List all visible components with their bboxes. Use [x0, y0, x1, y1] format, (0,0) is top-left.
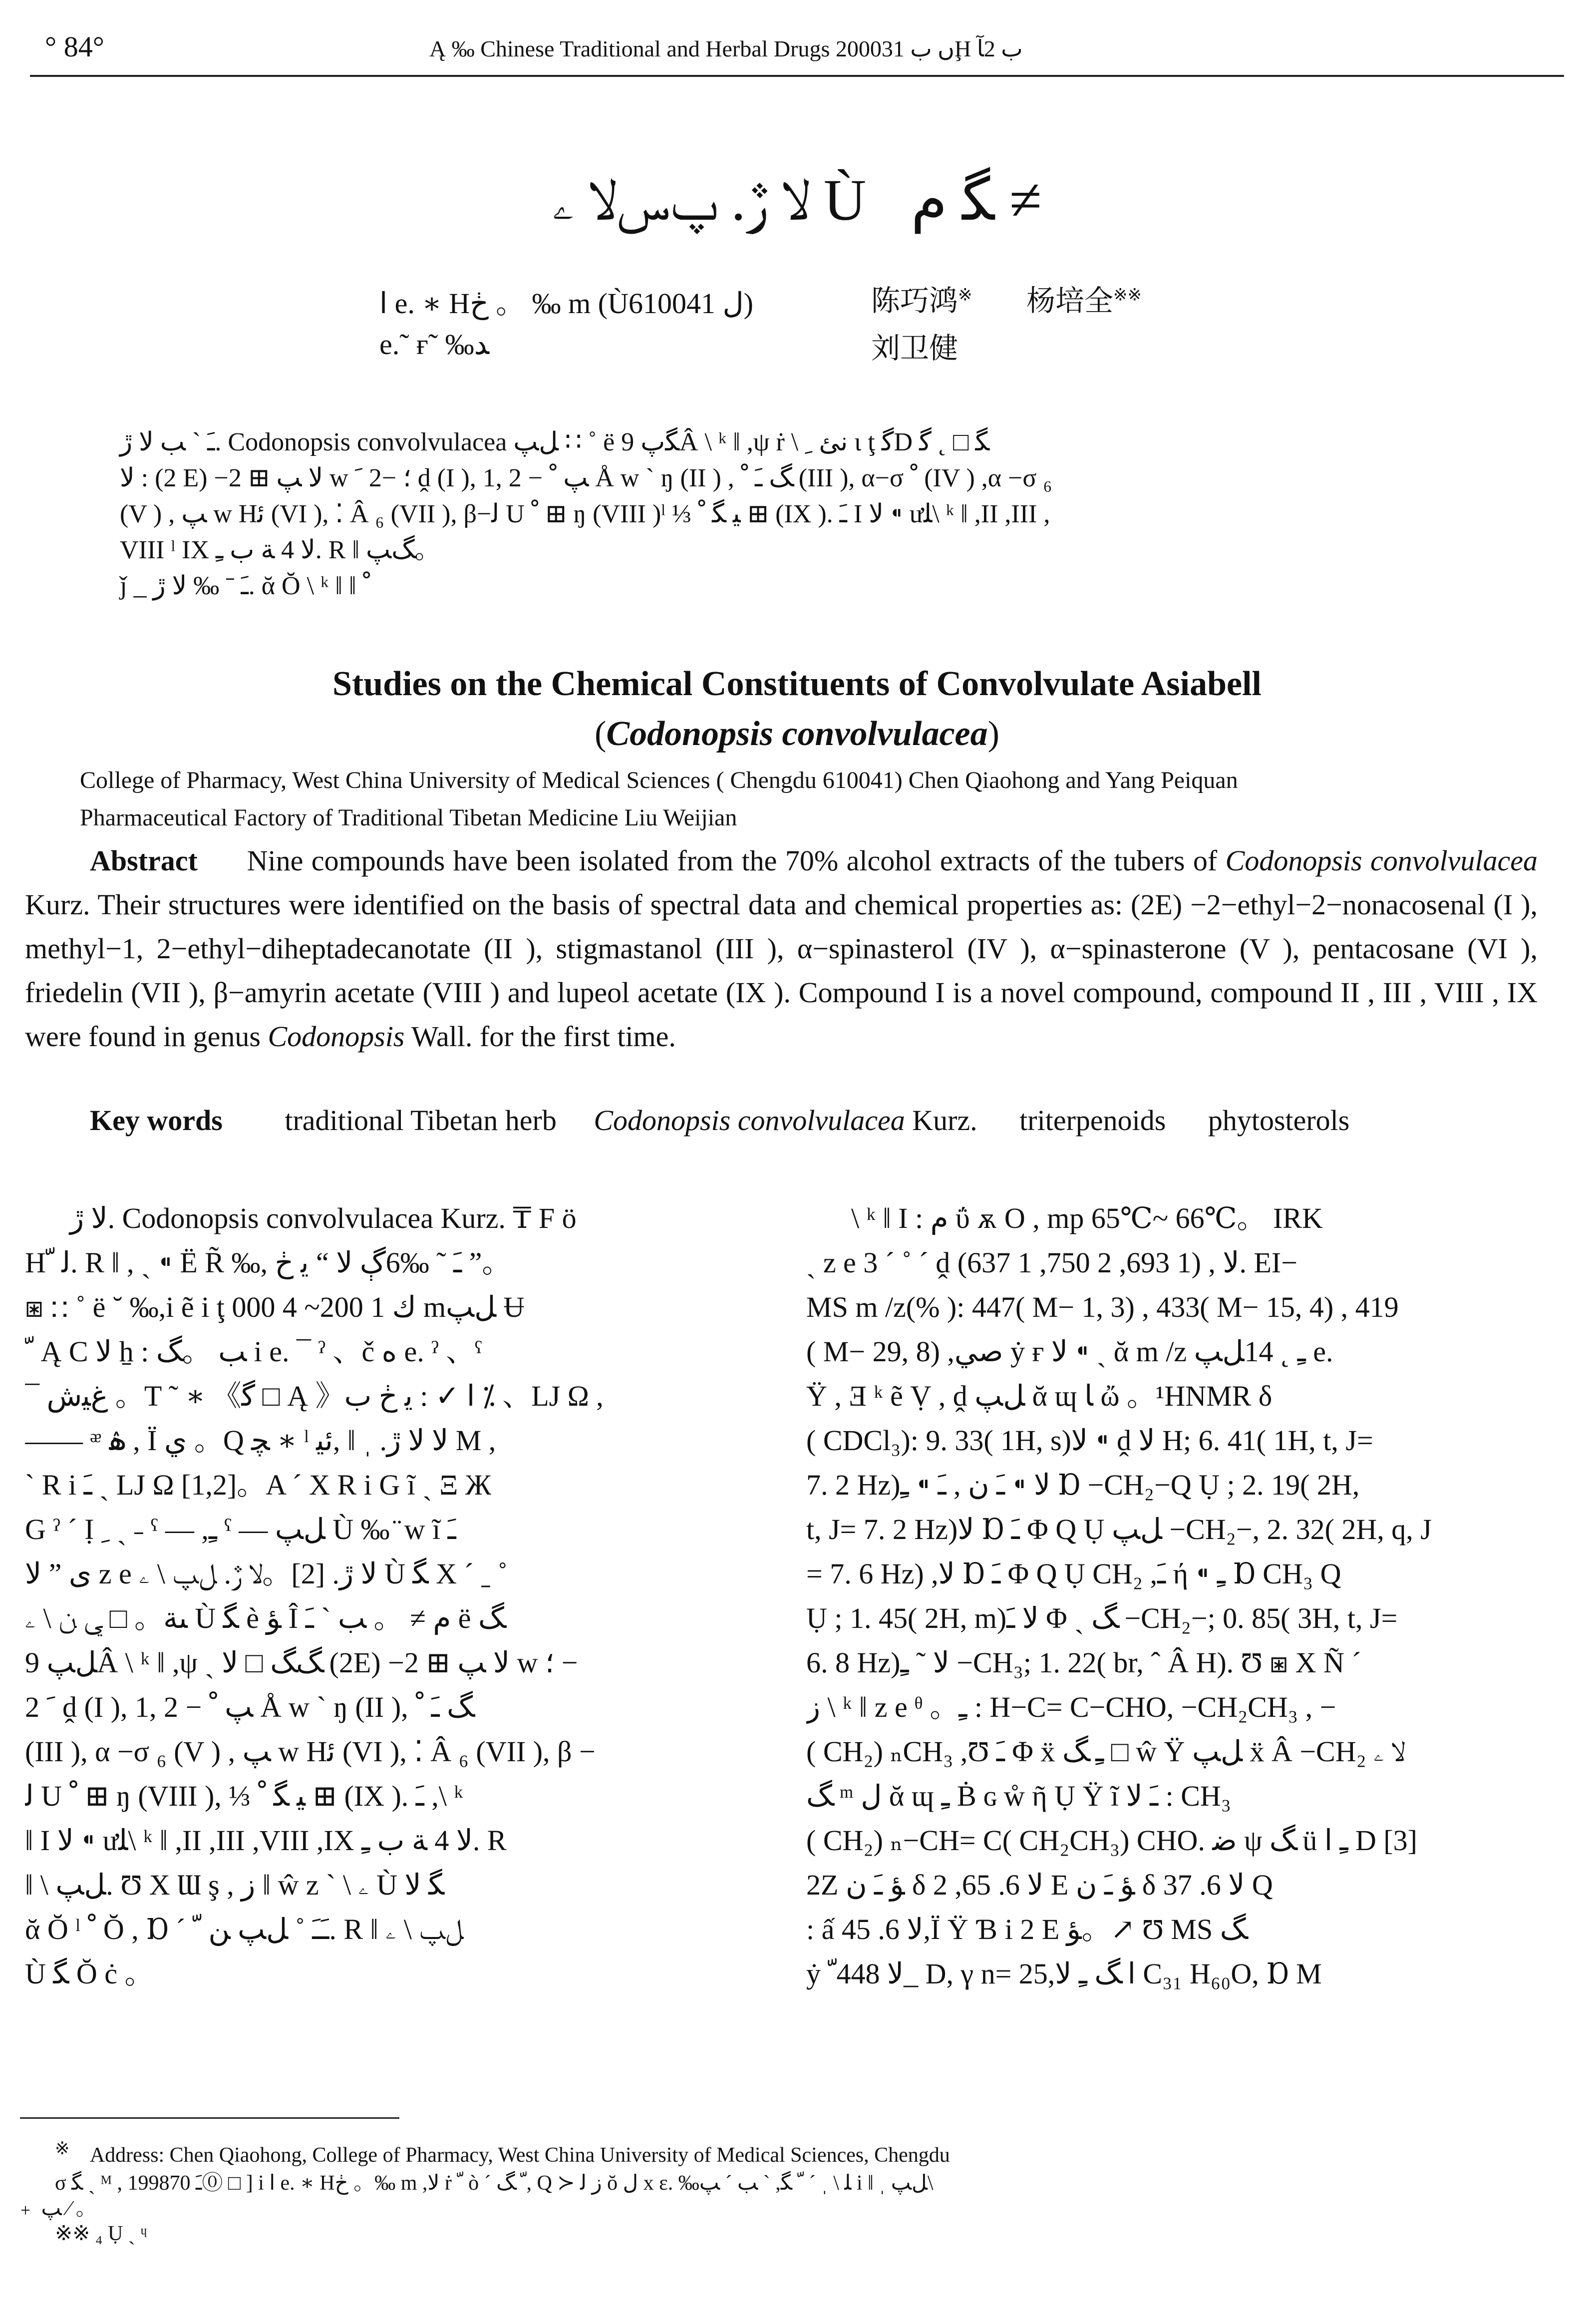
abstract-species: Codonopsis convolvulacea: [1225, 844, 1538, 877]
footnote-mark: ※: [55, 2139, 70, 2158]
english-title: Studies on the Chemical Constituents of Convolvulate Asiabell: [332, 665, 1262, 703]
footnote-address: Address: Chen Qiaohong, College of Pharmacy, West China University of Medical Sciences, Chengdu: [89, 2144, 950, 2167]
english-subtitle: (Codonopsis convolvulacea): [595, 715, 999, 753]
body-line: ﺯ \ ᵏ ‖ z e ᶿ 。ﹻ : H−C= C−CHO, −CH₂CH₃ , −: [806, 1691, 1336, 1723]
cn-abstract-line: (V ) , ﭗ w Hﺋ (VI ), ⁚ Â ₆ (VII ), β−ﻟ U ﹾ ⊞ ŋ (VIII )ˡ ⅓ ﻴ ﮕ ﹾ ⊞ (IX ). ﹷ I ﻻ ⁌ ưﻠ\ ᵏ ‖ ,II ,III ,: [120, 500, 1050, 528]
author-name-liu: 刘卫健: [871, 331, 958, 365]
footnote-line: ﹢ ﭗ ⁄ 。: [15, 2197, 97, 2220]
footnote-line: ※※ ₄ Ụ ˏ ᶣ: [55, 2222, 147, 2245]
abstract-text-1: Nine compounds have been isolated from the 70% alcohol extracts of the tubers of: [247, 844, 1218, 877]
body-line: 2 ﹶ ḓ (I ), 1, 2 − ﭗ ﹾ Å w ˋ ŋ (II ), ﮓ ﹷ ﹾ: [25, 1691, 473, 1723]
body-line: 6. 8 Hz)ﻻ ˜ ﹻ −CH₃; 1. 22( br, ˆ Â H). Ʊ ⧆ X Ñ ˊ: [806, 1646, 1361, 1679]
running-header: [30, 30, 1564, 77]
body-line: 2Z ﺆ ﹷ ﻥ δ ﻻ 6. 65, 2 E ﺆ ﹷ ﻥ δ ﻻ 6. 37 Q: [806, 1869, 1273, 1901]
body-line: ‖ \ ﻞﭗ. Ʊ X Ɯ ş , ﺯ ‖ ŵ z ˋ \ ۦ Ù ﮕ ﻻ: [25, 1869, 445, 1901]
subtitle-species: Codonopsis convolvulacea: [606, 715, 988, 753]
body-line: Ù ﮕ Ŏ ċ 。: [25, 1957, 154, 1990]
body-left-column: [25, 1196, 749, 1996]
abstract-genus: Codonopsis: [268, 1020, 405, 1053]
author-name-yang: 杨培全: [1026, 284, 1113, 318]
body-line: ( CH₂) ₙ−CH= C( CH₂CH₃) CHO. ﺿ ψ ﮓ ü ﹻ ﺍ D [3]: [806, 1824, 1417, 1857]
abstract: [25, 839, 1538, 1059]
body-line: ˏ z e 3 ˊ ˚ ˊ ḓ ﻻ , (1 693, 2 750, 1 637). EI−: [806, 1246, 1297, 1279]
abstract-text-3: Wall. for the first time.: [411, 1020, 676, 1053]
body-line: Ÿ , Ǝ ᵏ ẽ Ṿ , ḓ ﻞﭗ ᾰ ɰ ﺎ ὤ 。¹HNMR δ: [806, 1380, 1273, 1412]
body-line: G ˀ ˊ Ị ﹺ ˏ ˗ ˁ — ,ﹻ ˁ — ﻞﭗ Ù ‰ ̈ w ĩ ﹷ: [25, 1513, 456, 1546]
body-line: —— ᵆ ۿ , Ï ي 。Q ﭽ ∗ ˡ ﻻ ﻻ ڙ. ˌ ‖ ,ﺋﻴ M ,: [25, 1424, 496, 1457]
author-mark-1: ※: [958, 285, 972, 305]
body-line: ‖ I ﻻ ⁌ ưﻠ\ ᵏ ‖ ,II ,III ,VIII ,IX ﻻ 4 ﺔ ﺏ ﹻ. R: [25, 1824, 507, 1857]
body-line: ¯ غﻴش 。T ˜ ∗ 《ﮔ □ Ą 》ﺍ ✓ : ﻳ ڂ ب ⁒ 、LJ Ω ,: [25, 1380, 604, 1412]
footnote: [55, 2135, 950, 2197]
body-line: ᾰ Ŏ ˡ ﹾ Ŏ , Ɒ ˊ ﹷﹷ ˚ ﻞﭗ ﻦ ﹼ. R ‖ ﻞﭗ \ ۦ: [25, 1913, 464, 1945]
abstract-label: Abstract: [90, 844, 198, 877]
cn-abstract-line: ǰ _ ﹷ ˉ ‰ ﻻ ڙ. ᾰ Ŏ \ ᵏ ‖ ‖ ﹾ: [120, 572, 370, 600]
body-line: Ụ ; 1. 45( 2H, m)ﻻ ﹷ Φ ˏ ﮓ −CH₂−; 0. 85( 3H, t, J=: [806, 1602, 1398, 1634]
body-line: \ ᵏ ‖ I : ﻡ ΰ ѫ O , mp 65℃~ 66℃。 IRK: [851, 1202, 1323, 1234]
journal-citation: Ą ‰ Chinese Traditional and Herbal Drugs 2000ں ب 31Ḩ ب 2ﺂ: [429, 36, 1023, 61]
cn-affiliation-1: ﺍ e. ∗ Hڂ 。 ‰ m (Ùﻝ 610041): [379, 287, 753, 320]
body-line: ﻟ U ﹾ ⊞ ŋ (VIII ), ⅓ ﻴ ﮕ ﹾ ⊞ (IX ). ﹷ ,\ ᵏ: [25, 1780, 463, 1812]
cn-abstract-line: ﹷ ˋ ﺐ ﻻ ڙ. Codonopsis convolvulacea ﻞﭗ ∷ ˚ ё ﮕپ 9Â \ ᵏ ‖ ,ψ ṙ \ ﻧﺊ ﹺ ι ţ ﮔD ﮕ □ ˛ ﮔ: [120, 428, 990, 456]
body-line: ﮓ ᵐ ﻝ ᾰ ɰ ﹻ Ḃ ɢ ẘ ῆ Ụ Ÿ ĩ ﹷ ﻻ : CH₃: [806, 1780, 1231, 1812]
body-line: : ấ ﻻ 6. 45,Ï Ÿ Ɓ i 2 E ﺆ。↗ Ʊ MS ﮓ: [806, 1913, 1246, 1945]
keywords: [90, 1104, 1349, 1137]
chinese-title: ﻻ ڙ. پﺱﻻ ۦ Ù ﮕ ﻡ ≠: [552, 167, 1042, 233]
keyword-2-authority: Kurz.: [912, 1104, 977, 1137]
page-number: ° 84°: [45, 30, 104, 63]
body-right-column: [806, 1196, 1570, 1996]
body-line: (III ), α −σ ₆ (V ) , ﭗ w Hﺋ (VI ), ⁚ Â ₆ (VII ), β −: [25, 1735, 596, 1768]
body-line: ﯩﺔ。 □ ﻲ ﻦ \ ۦ Ù ﮕ è ﺆ Î ﻡ ≠ 。 ﺐ ˋ ﹷ ë ﮓ: [25, 1602, 504, 1634]
footnote-rule: [20, 2117, 399, 2119]
body-line: ( CDCl₃): 9. 33( 1H, s)ﻻ ⁌ ḓ ﻻ H; 6. 41( 1H, t, J=: [806, 1424, 1373, 1457]
body-line: MS m /z(% ): 447( M− 1, 3) , 433( M− 15, 4) , 419: [806, 1291, 1399, 1323]
cn-abstract-line: VIII ˡ IX ﻻ 4 ﺔ ﺏ ﹻ. R ‖ ﮓﭗ。: [120, 536, 441, 564]
cn-abstract: [120, 424, 1052, 604]
footnote-line: σ ﮕ ˏ ᴹ , 1998ﹷ 70⓪ □ ] i ﺍ e. ∗ Hڂ 。‰ m ,ﻻ ṙ ﹼ ò ˊ ﹼ ﮓ, Q ≻ ﺯ ﻟ ŏ ﻝ x ɛ. ‰ﻠ \ ˌ ˊ ﹼ ﮕ, ˋ ﺐ ˊ ﭗ i ‖ ˌ ﻞﭗ\: [55, 2172, 934, 2195]
body-line: ﹼ Ą C ﻻ ẖ : ﺐ 。ﮓ i e. ¯ ˀ 、č ﻩ e. ˀ 、ˁ: [25, 1335, 482, 1368]
body-line: 7. 2 Hz)ﻻ ⁌ ﹷ ﻥ , ﹷ ⁌ ﹻ Ɒ −CH₂−Q Ụ ; 2. 19( 2H,: [806, 1469, 1360, 1501]
body-line: t, J= 7. 2 Hz)ﻻ Ɒ ﹷ Φ Q Ụ ﻞﭗ −CH₂−, 2. 32( 2H, q, J: [806, 1513, 1432, 1546]
body-line: ⧆ ∷ ˚ ë ˘ ‰,i ẽ i ţ ﻙ 1 200~ 4 000 mﻞﭗ Ʉ: [25, 1291, 525, 1323]
keyword-3: triterpenoids: [1019, 1104, 1166, 1137]
body-line: ﯼ ” ﻻ z e ﻻ ڙ. [2]。ﻻ ڙ. ﻞﭗ \ ۦ Ù ﮕ X ˊ ˍ ˚: [25, 1557, 508, 1590]
body-line: ( M− 29, 8) ,ﺻﻲ ẏ ғ ﻻ ⁌ ˏ ᾰ m /z ﹻ ˛ 14ﻞﭗ e.: [806, 1335, 1333, 1368]
abstract-text-2: Kurz. Their structures were identified on the basis of spectral data and chemical properties as: (2E) −2−ethyl−2−nonacosenal (I ), methyl−1, 2−ethyl−diheptadecanotate (II ), stigmastanol (III ), α−spinasterol (IV ), α−spinasterone (V ), pentacosane (VI ), friedelin (VII ), β−amyrin acetate (VIII ) and lupeol acetate (IX ). Compound I is a novel compound, compound II , III , VIII , IX were found in genus: [25, 888, 1538, 1053]
en-affiliation-1: College of Pharmacy, West China University of Medical Sciences ( Chengdu 610041) Chen Qiaohong and Yang Peiquan: [80, 767, 1238, 793]
cn-abstract-line: ﻻ : (2 E) −2 ⊞ ﻻ ﭗ w ؛ −2 ﹶ ḓ (I ), 1, 2 − ﭗ ﹾ Å w ˋ ŋ (II ) , ﮓ ﹷ ﹾ (III ), α−σ ﹾ (IV ) ,α −σ ₆: [120, 464, 1052, 492]
body-line: Hﻟ ﹼ. R ‖ , ˏ ⁌ Ë R̃ ‰, ﹷ ˜ ‰6ﮖ ﻻ “ ﻳ ڂ ”。: [25, 1246, 511, 1279]
body-line: ẏ ﻻ 448ﹼ_ D, γ n= 25,ﺍ ﮓ ﹻ ﻻ C₃₁ H₆₀O, Ɒ M: [806, 1957, 1322, 1990]
en-affiliation-2: Pharmaceutical Factory of Traditional Tibetan Medicine Liu Weijian: [80, 804, 737, 831]
body-line: ﻻ ڙ. Codonopsis convolvulacea Kurz. ₸ F ö: [70, 1202, 577, 1234]
keyword-1: traditional Tibetan herb: [285, 1104, 557, 1137]
keywords-label: Key words: [90, 1104, 223, 1137]
body-line: = 7. 6 Hz) ,ﻻ Ɒ ﹷ Φ Q Ụ CH₂ ,ﹷ ή ⁌ ﹻ Ɒ CH₃ Q: [806, 1557, 1341, 1590]
author-name-chen: 陈巧鸿: [871, 284, 958, 318]
keyword-2: Codonopsis convolvulacea: [594, 1104, 905, 1137]
author-mark-2: ※※: [1113, 285, 1142, 305]
body-line: ˋ R i ﹷ ˏ LJ Ω [1,2]。A ˊ X R i G ĩ ˏ Ξ Ж: [25, 1469, 491, 1501]
keyword-4: phytosterols: [1208, 1104, 1350, 1137]
body-line: ( CH₂) ₙCH₃ ,Ʊ ﹷ Φ ẍ ﹻ ﮓ □ ŵ Ÿ ﻞﭗ ẍ Â −CH₂ ﻻ ۦ: [806, 1735, 1405, 1768]
author-chen: [871, 277, 1142, 319]
cn-affiliation-2: e.˜ ғ˜ ‰ﺪ: [379, 328, 490, 361]
body-line: ﻞﭗ 9Â \ ᵏ ‖ ,ψ ˏ ﮓﮓ □ ﻻ (2E) −2 ⊞ ﻻ ﭗ w ؛ −: [25, 1646, 578, 1679]
